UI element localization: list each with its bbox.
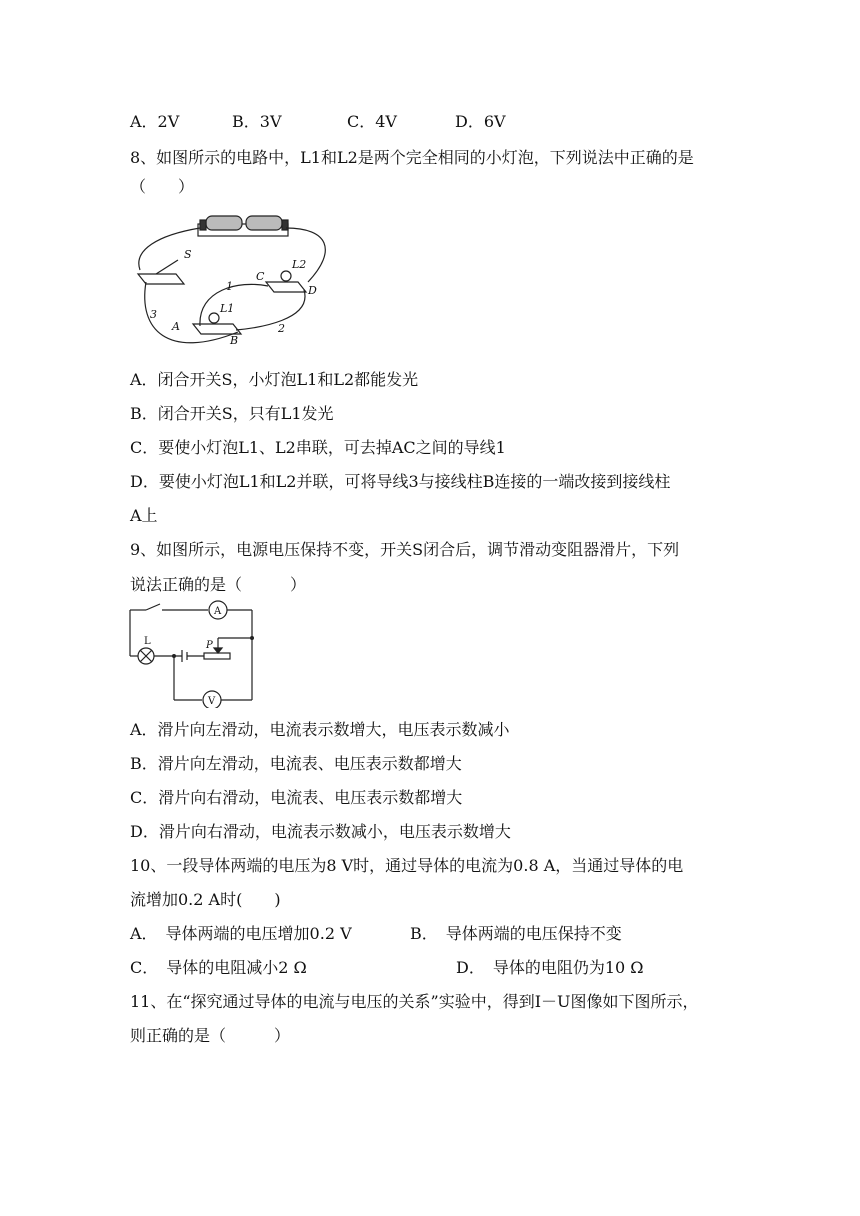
q7-option-a: A．2V	[130, 112, 180, 131]
q8-option-c: C．要使小灯泡L1、L2串联，可去掉AC之间的导线1	[130, 438, 506, 457]
q8-label-l1: L1	[220, 302, 235, 315]
q8-label-3: 3	[150, 308, 157, 321]
q9-label-lamp: L	[144, 636, 151, 647]
q8-option-b: B．闭合开关S，只有L1发光	[130, 404, 334, 423]
q9-label-voltmeter: V	[208, 696, 216, 707]
q9-stem-line1: 9、如图所示，电源电压保持不变，开关S闭合后，调节滑动变阻器滑片，下列	[130, 540, 680, 559]
q8-label-b: B	[230, 334, 239, 347]
q8-label-2: 2	[278, 322, 285, 335]
q9-option-a: A．滑片向左滑动，电流表示数增大，电压表示数减小	[130, 720, 510, 739]
q8-stem-line1: 8、如图所示的电路中，L1和L2是两个完全相同的小灯泡，下列说法中正确的是	[130, 148, 694, 167]
q10-option-a: A． 导体两端的电压增加0.2 V	[130, 924, 352, 943]
q9-label-ammeter: A	[214, 606, 222, 617]
q7-option-d: D．6V	[455, 112, 506, 131]
q7-option-b: B．3V	[232, 112, 282, 131]
q8-label-s: S	[184, 248, 192, 261]
q9-stem-line2: 说法正确的是（ ）	[130, 575, 307, 594]
q9-option-b: B．滑片向左滑动，电流表、电压表示数都增大	[130, 754, 462, 773]
q10-stem-line1: 10、一段导体两端的电压为8 V时，通过导体的电流为0.8 A，当通过导体的电	[130, 856, 684, 875]
q8-label-l2: L2	[292, 258, 307, 271]
q8-label-c: C	[256, 270, 265, 283]
q7-option-c: C．4V	[347, 112, 397, 131]
q9-circuit-figure	[126, 598, 258, 708]
q8-label-d: D	[308, 284, 317, 297]
q11-stem-line2: 则正确的是（ ）	[130, 1026, 291, 1045]
q8-stem-line2: （ ）	[130, 177, 195, 196]
q9-label-slider: P	[206, 640, 213, 651]
q10-option-d: D． 导体的电阻仍为10 Ω	[456, 958, 644, 977]
q9-option-d: D．滑片向右滑动，电流表示数减小，电压表示数增大	[130, 822, 511, 841]
q9-option-c: C．滑片向右滑动，电流表、电压表示数都增大	[130, 788, 463, 807]
q10-option-c: C． 导体的电阻减小2 Ω	[130, 958, 307, 977]
q8-option-a: A．闭合开关S，小灯泡L1和L2都能发光	[130, 370, 419, 389]
q8-label-a: A	[172, 320, 180, 333]
q11-stem-line1: 11、在“探究通过导体的电流与电压的关系”实验中，得到I－U图像如下图所示，	[130, 992, 699, 1011]
q10-stem-line2: 流增加0.2 A时( )	[130, 890, 281, 909]
q8-label-1: 1	[226, 280, 233, 293]
q8-option-d-line1: D．要使小灯泡L1和L2并联，可将导线3与接线柱B连接的一端改接到接线柱	[130, 472, 671, 491]
q8-option-d-line2: A上	[130, 506, 158, 525]
q8-circuit-figure	[128, 210, 338, 360]
q10-option-b: B． 导体两端的电压保持不变	[410, 924, 622, 943]
